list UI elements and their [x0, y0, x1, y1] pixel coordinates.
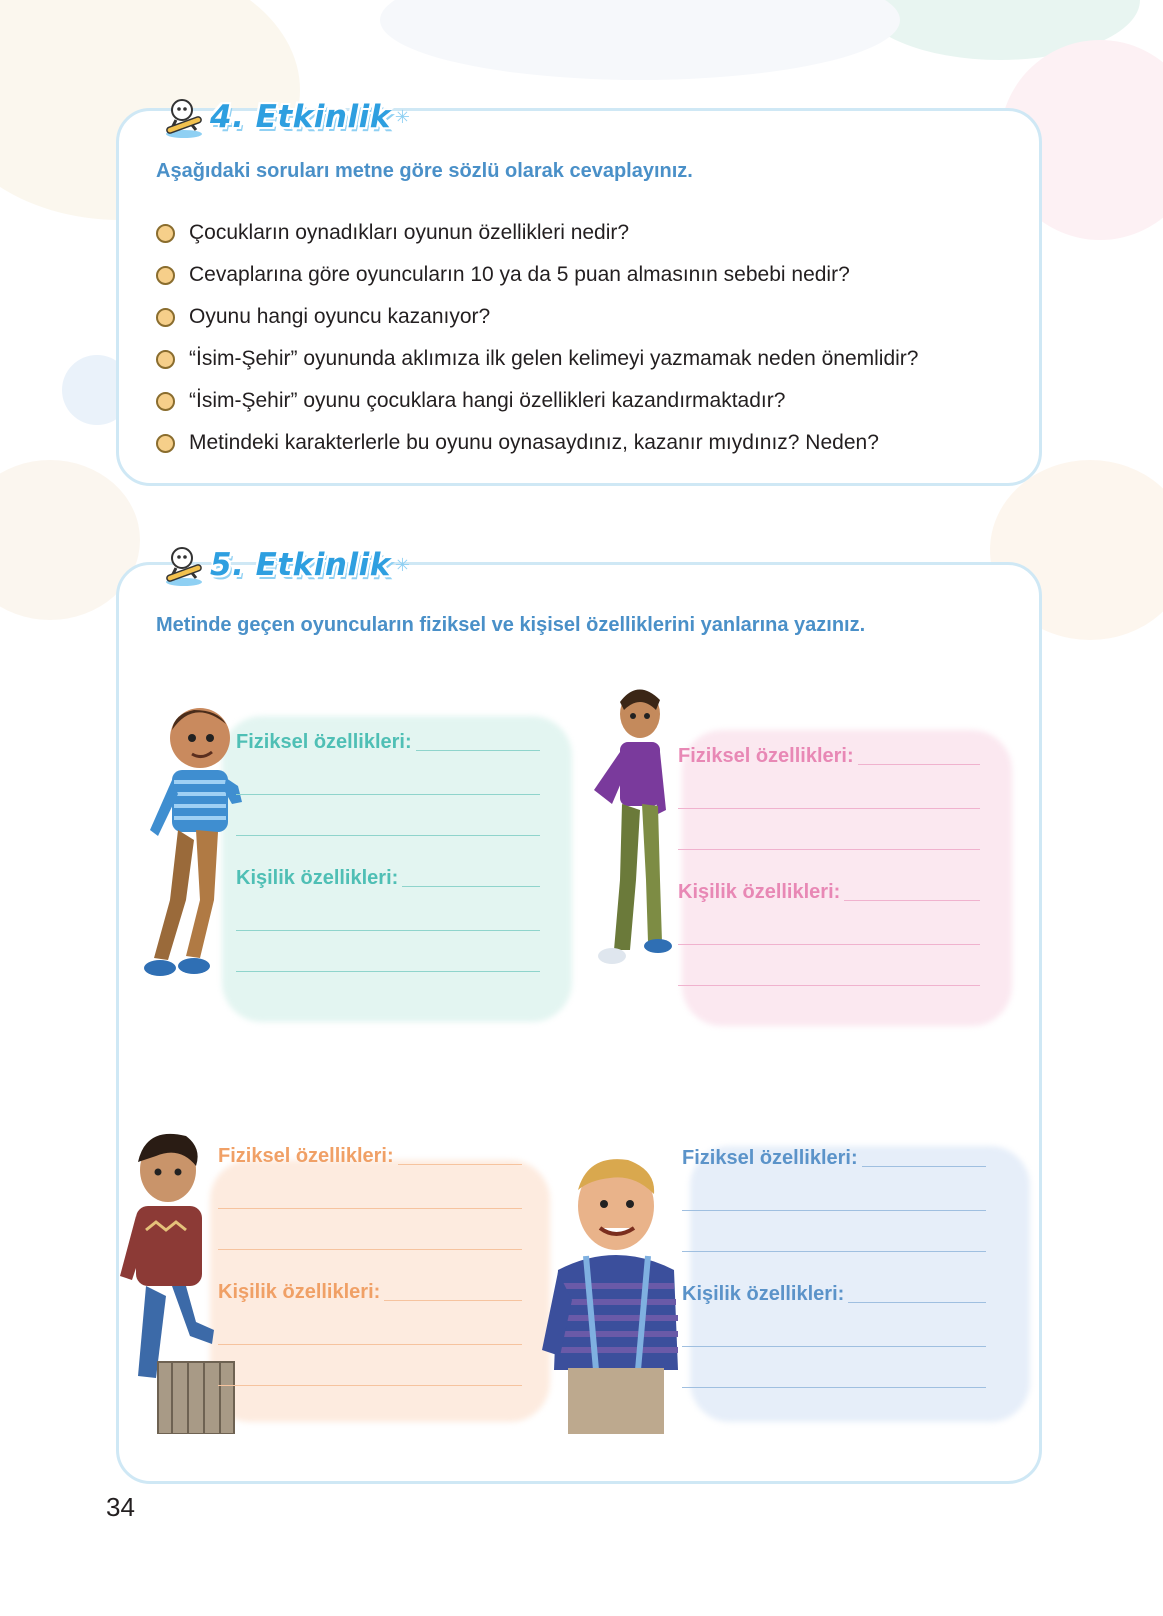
- character-4-fields: [682, 1148, 986, 1388]
- answer-line[interactable]: [678, 904, 980, 945]
- answer-line[interactable]: [398, 1164, 522, 1165]
- bullet-icon: [156, 350, 175, 369]
- physical-label: Fiziksel özellikleri:: [678, 745, 854, 767]
- character-illustration-1: [134, 690, 244, 990]
- bullet-icon: [156, 392, 175, 411]
- answer-line[interactable]: [678, 768, 980, 809]
- background-decoration: [380, 0, 900, 80]
- list-item: [156, 254, 918, 296]
- answer-line[interactable]: [848, 1302, 986, 1303]
- activity-4-title: 4. Etkinlik: [210, 99, 391, 135]
- physical-label: Fiziksel özellikleri:: [218, 1145, 394, 1167]
- answer-line[interactable]: [416, 750, 540, 751]
- bullet-icon: [156, 434, 175, 453]
- question-text: Cevaplarına göre oyuncuların 10 ya da 5 puan almasının sebebi nedir?: [189, 263, 850, 286]
- character-1-fields: [236, 732, 540, 972]
- answer-line[interactable]: [236, 754, 540, 795]
- mascot-icon: [162, 96, 206, 138]
- answer-line[interactable]: [844, 900, 980, 901]
- question-text: Çocukların oynadıkları oyunun özellikleri nedir?: [189, 221, 630, 244]
- answer-line[interactable]: [218, 1345, 522, 1386]
- list-item: [156, 338, 918, 380]
- bullet-icon: [156, 224, 175, 243]
- personality-label: Kişilik özellikleri:: [236, 867, 399, 889]
- answer-line[interactable]: [682, 1170, 986, 1211]
- bullet-icon: [156, 266, 175, 285]
- activity-5-badge: [162, 544, 410, 586]
- list-item: [156, 380, 918, 422]
- personality-label: Kişilik özellikleri:: [678, 881, 841, 903]
- answer-line[interactable]: [218, 1304, 522, 1345]
- list-item: [156, 296, 918, 338]
- answer-line[interactable]: [678, 945, 980, 986]
- activity-4-badge: [162, 96, 410, 138]
- list-item: [156, 212, 918, 254]
- answer-line[interactable]: [402, 886, 540, 887]
- question-list: [156, 212, 918, 464]
- bullet-icon: [156, 308, 175, 327]
- activity-5-instruction: Metinde geçen oyuncuların fiziksel ve kişisel özelliklerini yanlarına yazınız.: [156, 614, 866, 636]
- answer-line[interactable]: [236, 795, 540, 836]
- sparkle-icon: ✳: [394, 554, 410, 575]
- page-number: 34: [106, 1492, 135, 1522]
- answer-line[interactable]: [862, 1166, 986, 1167]
- question-text: “İsim-Şehir” oyununda aklımıza ilk gelen kelimeyi yazmamak neden önemlidir?: [189, 347, 919, 370]
- question-text: Metindeki karakterlerle bu oyunu oynasaydınız, kazanır mıydınız? Neden?: [189, 431, 879, 454]
- answer-line[interactable]: [682, 1211, 986, 1252]
- question-text: “İsim-Şehir” oyunu çocuklara hangi özellikleri kazandırmaktadır?: [189, 389, 786, 412]
- question-text: Oyunu hangi oyuncu kazanıyor?: [189, 305, 491, 328]
- character-illustration-2: [590, 680, 680, 980]
- physical-label: Fiziksel özellikleri:: [236, 731, 412, 753]
- activity-5-title: 5. Etkinlik: [210, 547, 391, 583]
- answer-line[interactable]: [236, 890, 540, 931]
- answer-line[interactable]: [236, 931, 540, 972]
- answer-line[interactable]: [218, 1168, 522, 1209]
- answer-line[interactable]: [682, 1347, 986, 1388]
- answer-line[interactable]: [384, 1300, 522, 1301]
- answer-line[interactable]: [218, 1209, 522, 1250]
- answer-line[interactable]: [682, 1306, 986, 1347]
- character-3-fields: [218, 1146, 522, 1386]
- personality-label: Kişilik özellikleri:: [682, 1283, 845, 1305]
- sparkle-icon: ✳: [394, 106, 410, 127]
- activity-4-instruction: Aşağıdaki soruları metne göre sözlü olarak cevaplayınız.: [156, 160, 693, 182]
- personality-label: Kişilik özellikleri:: [218, 1281, 381, 1303]
- character-2-fields: [678, 746, 980, 986]
- answer-line[interactable]: [678, 809, 980, 850]
- list-item: [156, 422, 918, 464]
- character-illustration-4: [538, 1150, 684, 1434]
- answer-line[interactable]: [858, 764, 980, 765]
- mascot-icon: [162, 544, 206, 586]
- physical-label: Fiziksel özellikleri:: [682, 1147, 858, 1169]
